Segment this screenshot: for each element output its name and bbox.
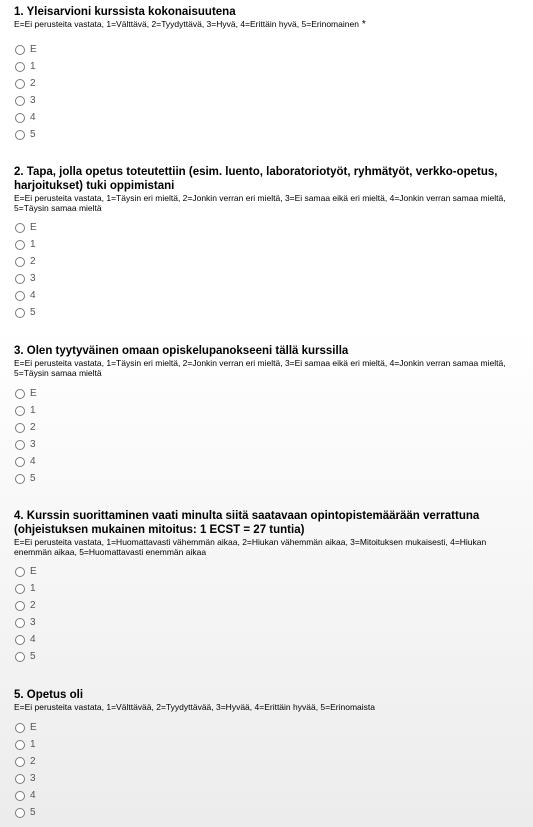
radio-option-e[interactable] — [15, 385, 75, 402]
option-label: 5 — [30, 651, 36, 662]
radio-option-4[interactable] — [15, 631, 75, 648]
question-number: 1. — [14, 6, 24, 18]
radio-button[interactable] — [15, 240, 25, 250]
radio-button[interactable] — [15, 567, 25, 577]
option-label: E — [30, 566, 37, 577]
option-label: E — [30, 44, 37, 55]
radio-option-5[interactable] — [15, 126, 75, 143]
radio-button[interactable] — [15, 130, 25, 140]
radio-option-e[interactable] — [15, 563, 75, 580]
option-label: 1 — [30, 61, 36, 72]
radio-button[interactable] — [15, 79, 25, 89]
question-title — [14, 165, 520, 193]
radio-option-3[interactable] — [15, 92, 75, 109]
radio-option-3[interactable] — [15, 614, 75, 631]
radio-option-1[interactable] — [15, 402, 75, 419]
radio-button[interactable] — [15, 96, 25, 106]
radio-button[interactable] — [15, 389, 25, 399]
radio-button[interactable] — [15, 45, 25, 55]
question-title — [14, 688, 520, 702]
question-number: 3. — [14, 345, 24, 357]
option-label: E — [30, 388, 37, 399]
option-label: 3 — [30, 95, 36, 106]
radio-button[interactable] — [15, 584, 25, 594]
question-description: E=Ei perusteita vastata, 1=Täysin eri mieltä, 2=Jonkin verran eri mieltä, 3=Ei samaa eikä eri mieltä, 4=Jonkin verran samaa mieltä, 5=Täysin samaa mieltä — [14, 358, 506, 378]
option-label: 2 — [30, 422, 36, 433]
option-label: 5 — [30, 129, 36, 140]
option-label: 4 — [30, 112, 36, 123]
radio-option-2[interactable] — [15, 419, 75, 436]
radio-button[interactable] — [15, 808, 25, 818]
option-label: 2 — [30, 756, 36, 767]
radio-button[interactable] — [15, 274, 25, 284]
radio-option-e[interactable] — [15, 219, 75, 236]
scale-description: E=Ei perusteita vastata, 1=Välttävä, 2=Tyydyttävä, 3=Hyvä, 4=Erittäin hyvä, 5=Erinomainen — [14, 19, 359, 29]
option-label: 1 — [30, 239, 36, 250]
radio-button[interactable] — [15, 291, 25, 301]
question-description — [14, 20, 520, 30]
radio-option-4[interactable] — [15, 287, 75, 304]
required-marker: * — [361, 19, 366, 30]
option-label: 4 — [30, 456, 36, 467]
radio-button[interactable] — [15, 774, 25, 784]
question-text: Yleisarvioni kurssista kokonaisuutena — [26, 6, 236, 18]
option-label: 3 — [30, 273, 36, 284]
radio-option-3[interactable] — [15, 770, 75, 787]
question-text: Tapa, jolla opetus toteutettiin (esim. luento, laboratoriotyöt, ryhmätyöt, verkko-opetus, harjoitukset) tuki oppimistani — [14, 166, 498, 192]
radio-button[interactable] — [15, 652, 25, 662]
radio-option-3[interactable] — [15, 270, 75, 287]
options-question-3 — [15, 385, 75, 487]
option-label: 1 — [30, 583, 36, 594]
radio-option-4[interactable] — [15, 109, 75, 126]
radio-button[interactable] — [15, 223, 25, 233]
options-question-4 — [15, 563, 75, 665]
radio-option-5[interactable] — [15, 648, 75, 665]
radio-button[interactable] — [15, 308, 25, 318]
option-label: 4 — [30, 634, 36, 645]
radio-option-4[interactable] — [15, 453, 75, 470]
radio-option-1[interactable] — [15, 58, 75, 75]
radio-button[interactable] — [15, 723, 25, 733]
question-number: 2. — [14, 166, 24, 178]
option-label: 4 — [30, 290, 36, 301]
question-3 — [14, 344, 520, 378]
question-text: Olen tyytyväinen omaan opiskelupanokseeni tällä kurssilla — [26, 345, 349, 357]
option-label: 3 — [30, 773, 36, 784]
question-title — [14, 509, 520, 537]
radio-button[interactable] — [15, 740, 25, 750]
radio-button[interactable] — [15, 62, 25, 72]
radio-option-e[interactable] — [15, 41, 75, 58]
question-2 — [14, 165, 520, 213]
option-label: 5 — [30, 473, 36, 484]
radio-option-5[interactable] — [15, 304, 75, 321]
radio-option-2[interactable] — [15, 75, 75, 92]
radio-button[interactable] — [15, 618, 25, 628]
option-label: 2 — [30, 256, 36, 267]
radio-option-3[interactable] — [15, 436, 75, 453]
radio-option-1[interactable] — [15, 736, 75, 753]
radio-option-5[interactable] — [15, 804, 75, 821]
radio-button[interactable] — [15, 257, 25, 267]
question-title — [14, 344, 520, 358]
radio-button[interactable] — [15, 601, 25, 611]
radio-button[interactable] — [15, 113, 25, 123]
question-4 — [14, 509, 520, 557]
question-number: 5. — [14, 689, 24, 701]
option-label: E — [30, 222, 37, 233]
option-label: 1 — [30, 739, 36, 750]
option-label: 2 — [30, 78, 36, 89]
option-label: 5 — [30, 307, 36, 318]
radio-button[interactable] — [15, 457, 25, 467]
options-question-1 — [15, 41, 75, 143]
radio-button[interactable] — [15, 791, 25, 801]
radio-option-2[interactable] — [15, 753, 75, 770]
question-text: Kurssin suorittaminen vaati minulta siitä saatavaan opintopistemäärään verrattuna (ohjeistuksen mukainen mitoitus: 1 ECST = 27 tuntia) — [14, 510, 480, 536]
options-question-5 — [15, 719, 75, 821]
radio-option-4[interactable] — [15, 787, 75, 804]
option-label: 1 — [30, 405, 36, 416]
question-text: Opetus oli — [26, 689, 84, 701]
question-title — [14, 5, 520, 19]
options-question-2 — [15, 219, 75, 321]
question-1 — [14, 5, 520, 30]
radio-option-2[interactable] — [15, 597, 75, 614]
question-5 — [14, 688, 520, 713]
option-label: E — [30, 722, 37, 733]
radio-option-2[interactable] — [15, 253, 75, 270]
radio-option-1[interactable] — [15, 580, 75, 597]
radio-button[interactable] — [15, 423, 25, 433]
option-label: 3 — [30, 439, 36, 450]
radio-option-5[interactable] — [15, 470, 75, 487]
option-label: 2 — [30, 600, 36, 611]
question-description: E=Ei perusteita vastata, 1=Välttävää, 2=Tyydyttävää, 3=Hyvää, 4=Erittäin hyvää, 5=Erinomaista — [14, 702, 375, 712]
question-description: E=Ei perusteita vastata, 1=Täysin eri mieltä, 2=Jonkin verran eri mieltä, 3=Ei samaa eikä eri mieltä, 4=Jonkin verran samaa mieltä, 5=Täysin samaa mieltä — [14, 193, 506, 213]
option-label: 5 — [30, 807, 36, 818]
radio-button[interactable] — [15, 757, 25, 767]
radio-option-1[interactable] — [15, 236, 75, 253]
question-description: E=Ei perusteita vastata, 1=Huomattavasti vähemmän aikaa, 2=Hiukan vähemmän aikaa, 3=Mitoituksen mukaisesti, 4=Hiukan enemmän aikaa, 5=Huomattavasti enemmän aikaa — [14, 537, 487, 557]
option-label: 3 — [30, 617, 36, 628]
radio-button[interactable] — [15, 440, 25, 450]
radio-button[interactable] — [15, 474, 25, 484]
radio-button[interactable] — [15, 406, 25, 416]
question-number: 4. — [14, 510, 24, 522]
radio-button[interactable] — [15, 635, 25, 645]
option-label: 4 — [30, 790, 36, 801]
radio-option-e[interactable] — [15, 719, 75, 736]
